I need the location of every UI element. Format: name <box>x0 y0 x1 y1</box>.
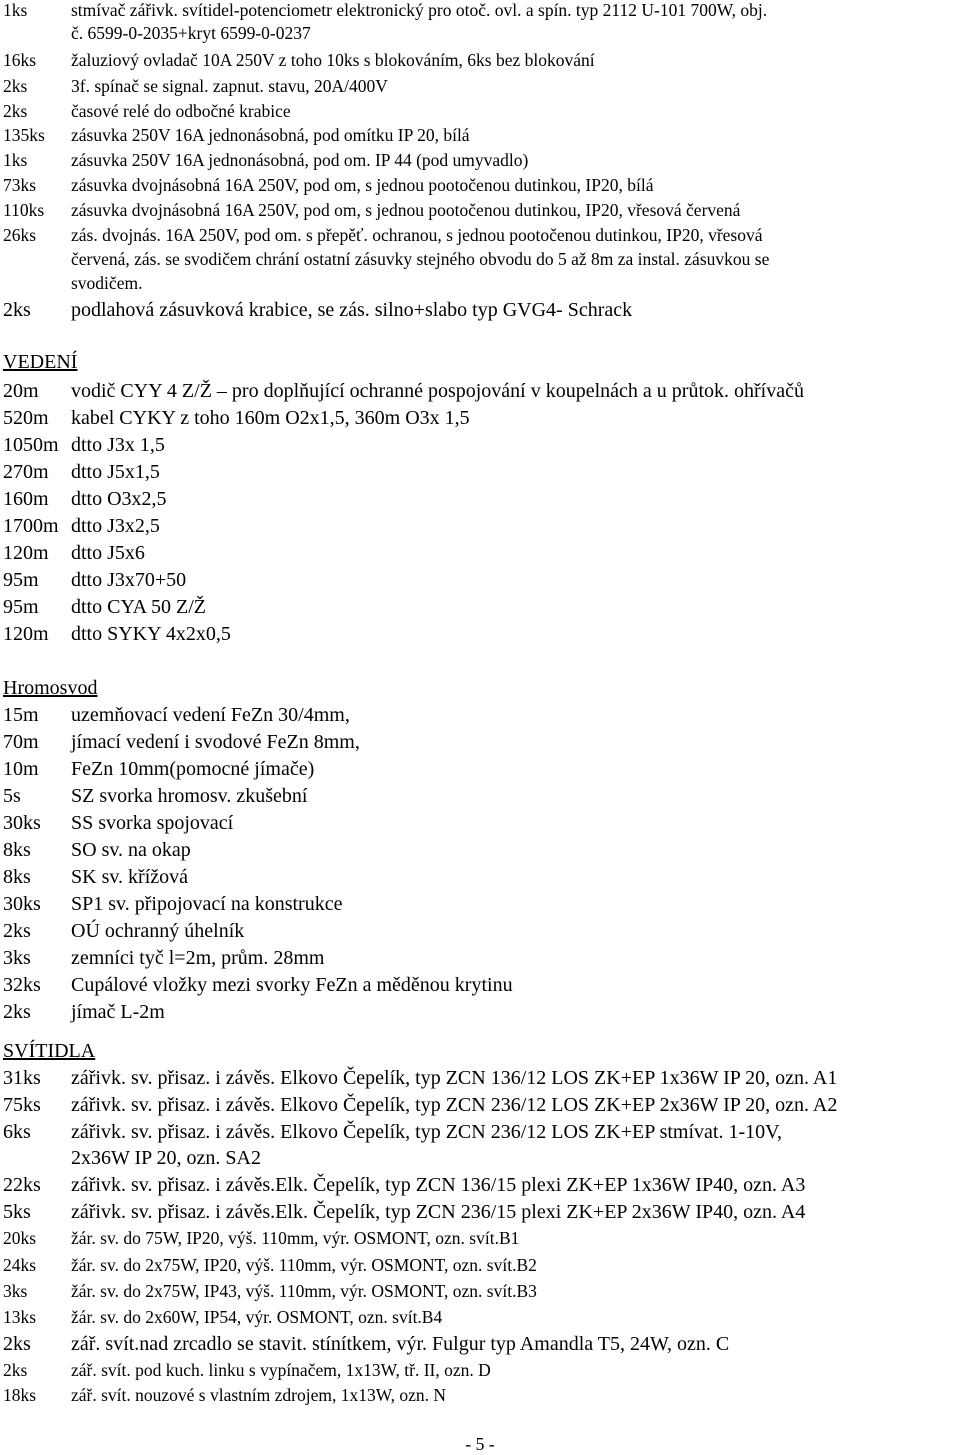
item-qty: 15m <box>3 704 39 726</box>
item-qty: 1050m <box>3 434 59 456</box>
item-desc: zářivk. sv. přisaz. i závěs. Elkovo Čepelík, typ ZCN 236/12 LOS ZK+EP stmívat. 1-10V, <box>71 1121 783 1143</box>
item-qty: 3ks <box>3 1281 28 1301</box>
item-qty: 5ks <box>3 1201 31 1223</box>
item-qty: 520m <box>3 407 49 429</box>
item-qty: 20ks <box>3 1228 37 1248</box>
item-desc: dtto J3x70+50 <box>71 569 187 591</box>
item-desc: zářivk. sv. přisaz. i závěs.Elk. Čepelík, typ ZCN 136/15 plexi ZK+EP 1x36W IP40, ozn. A3 <box>71 1174 806 1196</box>
item-desc: žár. sv. do 2x75W, IP43, výš. 110mm, výr. OSMONT, ozn. svít.B3 <box>71 1281 537 1301</box>
item-desc: zářivk. sv. přisaz. i závěs. Elkovo Čepelík, typ ZCN 136/12 LOS ZK+EP 1x36W IP 20, ozn. A1 <box>71 1067 838 1089</box>
item-qty: 18ks <box>3 1385 37 1405</box>
item-desc: zás. dvojnás. 16A 250V, pod om. s přepěť. ochranou, s jednou pootočenou dutinkou, IP20, vřesová <box>71 225 763 245</box>
item-qty: 24ks <box>3 1255 37 1275</box>
item-qty: 120m <box>3 542 49 564</box>
item-desc: OÚ ochranný úhelník <box>71 920 245 942</box>
item-qty: 26ks <box>3 225 37 245</box>
item-desc: zásuvka dvojnásobná 16A 250V, pod om, s jednou pootočenou dutinkou, IP20, bílá <box>71 175 654 195</box>
item-desc: zásuvka dvojnásobná 16A 250V, pod om, s jednou pootočenou dutinkou, IP20, vřesová červená <box>71 200 741 220</box>
item-desc: dtto J5x6 <box>71 542 145 564</box>
item-desc: dtto J5x1,5 <box>71 461 160 483</box>
item-desc: podlahová zásuvková krabice, se zás. silno+slabo typ GVG4- Schrack <box>71 299 633 321</box>
item-desc-cont: svodičem. <box>71 273 143 293</box>
section-heading-svitidla: SVÍTIDLA <box>3 1040 96 1062</box>
item-desc: SK sv. křížová <box>71 866 189 888</box>
item-desc: časové relé do odbočné krabice <box>71 101 291 121</box>
item-qty: 2ks <box>3 76 28 96</box>
item-desc: SP1 sv. připojovací na konstrukce <box>71 893 343 915</box>
item-desc: uzemňovací vedení FeZn 30/4mm, <box>71 704 350 726</box>
item-desc: dtto CYA 50 Z/Ž <box>71 596 207 618</box>
item-desc-cont: č. 6599-0-2035+kryt 6599-0-0237 <box>71 23 311 43</box>
item-desc: dtto O3x2,5 <box>71 488 167 510</box>
item-qty: 2ks <box>3 1360 28 1380</box>
item-desc: žár. sv. do 2x60W, IP54, výr. OSMONT, ozn. svít.B4 <box>71 1307 443 1327</box>
item-qty: 95m <box>3 596 39 618</box>
item-qty: 8ks <box>3 866 31 888</box>
item-qty: 3ks <box>3 947 31 969</box>
item-desc: FeZn 10mm(pomocné jímače) <box>71 758 315 780</box>
item-desc: zářivk. sv. přisaz. i závěs.Elk. Čepelík, typ ZCN 236/15 plexi ZK+EP 2x36W IP40, ozn. A4 <box>71 1201 806 1223</box>
item-desc: žaluziový ovladač 10A 250V z toho 10ks s blokováním, 6ks bez blokování <box>71 50 595 70</box>
item-desc: vodič CYY 4 Z/Ž – pro doplňující ochranné pospojování v koupelnách a u průtok. ohřívačů <box>71 380 804 402</box>
item-desc: jímač L-2m <box>71 1001 165 1023</box>
item-qty: 135ks <box>3 125 45 145</box>
item-qty: 30ks <box>3 812 41 834</box>
item-desc: jímací vedení i svodové FeZn 8mm, <box>71 731 360 753</box>
item-desc: žár. sv. do 75W, IP20, výš. 110mm, výr. OSMONT, ozn. svít.B1 <box>71 1228 520 1248</box>
item-qty: 22ks <box>3 1174 41 1196</box>
item-qty: 2ks <box>3 299 31 321</box>
item-desc: zář. svít.nad zrcadlo se stavit. stínítkem, výr. Fulgur typ Amandla T5, 24W, ozn. C <box>71 1333 730 1355</box>
item-desc: zásuvka 250V 16A jednonásobná, pod om. IP 44 (pod umyvadlo) <box>71 150 529 170</box>
item-qty: 160m <box>3 488 49 510</box>
item-desc-cont: 2x36W IP 20, ozn. SA2 <box>71 1147 261 1169</box>
item-desc: SZ svorka hromosv. zkušební <box>71 785 308 807</box>
item-qty: 8ks <box>3 839 31 861</box>
item-qty: 10m <box>3 758 39 780</box>
item-desc: dtto J3x 1,5 <box>71 434 165 456</box>
item-qty: 1ks <box>3 150 28 170</box>
item-qty: 31ks <box>3 1067 41 1089</box>
item-qty: 1700m <box>3 515 59 537</box>
item-desc: kabel CYKY z toho 160m O2x1,5, 360m O3x 1,5 <box>71 407 470 429</box>
item-qty: 73ks <box>3 175 37 195</box>
item-qty: 20m <box>3 380 39 402</box>
item-desc: zemníci tyč l=2m, prům. 28mm <box>71 947 325 969</box>
item-qty: 110ks <box>3 200 45 220</box>
item-qty: 6ks <box>3 1121 31 1143</box>
item-desc: 3f. spínač se signal. zapnut. stavu, 20A/400V <box>71 76 388 96</box>
item-qty: 120m <box>3 623 49 645</box>
item-qty: 70m <box>3 731 39 753</box>
item-qty: 32ks <box>3 974 41 996</box>
item-desc: zářivk. sv. přisaz. i závěs. Elkovo Čepelík, typ ZCN 236/12 LOS ZK+EP 2x36W IP 20, ozn. A2 <box>71 1094 838 1116</box>
item-qty: 5s <box>3 785 21 807</box>
section-heading-vedeni: VEDENÍ <box>3 351 78 373</box>
item-qty: 30ks <box>3 893 41 915</box>
item-desc: zář. svít. pod kuch. linku s vypínačem, 1x13W, tř. II, ozn. D <box>71 1360 491 1380</box>
item-desc-cont: červená, zás. se svodičem chrání ostatní zásuvky stejného obvodu do 5 až 8m za instal. zásuvkou se <box>71 249 770 269</box>
item-qty: 75ks <box>3 1094 41 1116</box>
item-qty: 13ks <box>3 1307 37 1327</box>
page-number: - 5 - <box>465 1434 495 1454</box>
item-qty: 16ks <box>3 50 37 70</box>
item-desc: žár. sv. do 2x75W, IP20, výš. 110mm, výr. OSMONT, ozn. svít.B2 <box>71 1255 537 1275</box>
item-desc: zář. svít. nouzové s vlastním zdrojem, 1x13W, ozn. N <box>71 1385 447 1405</box>
item-qty: 95m <box>3 569 39 591</box>
section-heading-hromosvod: Hromosvod <box>3 677 98 699</box>
item-desc: zásuvka 250V 16A jednonásobná, pod omítku IP 20, bílá <box>71 125 470 145</box>
item-qty: 270m <box>3 461 49 483</box>
item-desc: dtto J3x2,5 <box>71 515 160 537</box>
item-qty: 1ks <box>3 0 28 20</box>
item-qty: 2ks <box>3 1001 31 1023</box>
item-desc: dtto SYKY 4x2x0,5 <box>71 623 231 645</box>
item-qty: 2ks <box>3 1333 31 1355</box>
item-desc: SS svorka spojovací <box>71 812 234 834</box>
item-qty: 2ks <box>3 101 28 121</box>
item-desc: SO sv. na okap <box>71 839 191 861</box>
item-qty: 2ks <box>3 920 31 942</box>
item-desc: stmívač zářivk. svítidel-potenciometr elektronický pro otoč. ovl. a spín. typ 2112 U-101 700W, obj. <box>71 0 768 20</box>
item-desc: Cupálové vložky mezi svorky FeZn a měděnou krytinu <box>71 974 513 996</box>
